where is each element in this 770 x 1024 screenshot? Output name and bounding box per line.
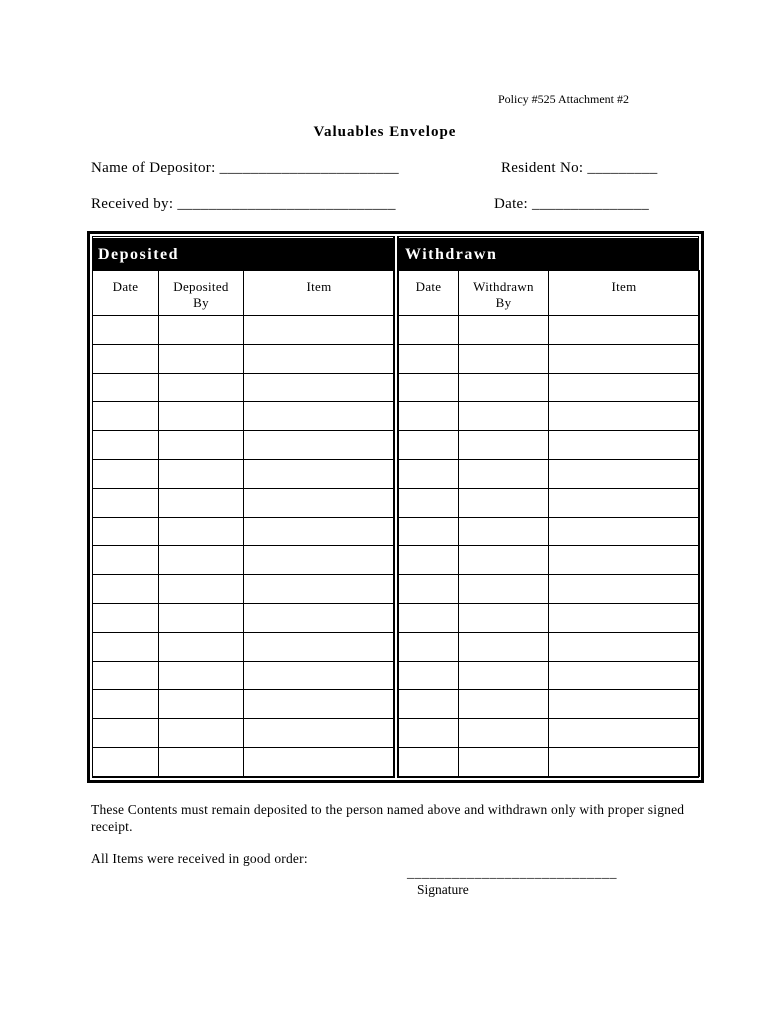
withdrawn-entry-row <box>399 316 700 345</box>
deposited-by-cell[interactable] <box>159 747 244 776</box>
withdrawn-entry-row <box>399 431 700 460</box>
withdrawn-date-cell[interactable] <box>399 719 459 748</box>
deposited-section-title: Deposited <box>98 246 180 263</box>
withdrawn-entry-row <box>399 747 700 776</box>
depositor-name-field[interactable]: Name of Depositor: _______________________ <box>91 160 399 176</box>
deposited-date-cell[interactable] <box>93 546 159 575</box>
withdrawn-date-cell[interactable] <box>399 603 459 632</box>
withdrawn-col-withdrawn-by: Withdrawn By <box>459 271 549 316</box>
deposited-entry-row <box>93 546 395 575</box>
withdrawn-section-title: Withdrawn <box>405 246 498 263</box>
withdrawn-entry-row <box>399 344 700 373</box>
withdrawn-entry-row <box>399 603 700 632</box>
deposited-date-cell[interactable] <box>93 690 159 719</box>
deposited-by-cell[interactable] <box>159 603 244 632</box>
deposited-date-cell[interactable] <box>93 603 159 632</box>
deposited-col-date: Date <box>93 271 159 316</box>
deposited-by-cell[interactable] <box>159 661 244 690</box>
deposited-date-cell[interactable] <box>93 402 159 431</box>
deposited-date-cell[interactable] <box>93 719 159 748</box>
deposited-col-deposited-by: Deposited By <box>159 271 244 316</box>
deposited-date-cell[interactable] <box>93 373 159 402</box>
deposited-table <box>92 270 395 777</box>
withdrawn-item-cell[interactable] <box>549 488 700 517</box>
withdrawn-by-cell[interactable] <box>459 316 549 345</box>
signature-label: Signature <box>417 882 469 897</box>
deposited-by-cell[interactable] <box>159 488 244 517</box>
withdrawn-entry-row <box>399 517 700 546</box>
deposit-terms-note: These Contents must remain deposited to the person named above and withdrawn only with proper signed receipt. <box>91 802 685 834</box>
withdrawn-by-cell[interactable] <box>459 344 549 373</box>
deposited-item-cell[interactable] <box>244 546 395 575</box>
deposited-date-cell[interactable] <box>93 575 159 604</box>
deposited-date-cell[interactable] <box>93 661 159 690</box>
deposited-by-cell[interactable] <box>159 344 244 373</box>
withdrawn-by-cell[interactable] <box>459 575 549 604</box>
withdrawn-item-cell[interactable] <box>549 690 700 719</box>
deposited-entry-row <box>93 603 395 632</box>
withdrawn-item-cell[interactable] <box>549 603 700 632</box>
deposited-entry-row <box>93 316 395 345</box>
withdrawn-date-cell[interactable] <box>399 546 459 575</box>
deposited-item-cell[interactable] <box>244 661 395 690</box>
deposited-item-cell[interactable] <box>244 603 395 632</box>
deposited-by-cell[interactable] <box>159 546 244 575</box>
deposited-entry-row <box>93 575 395 604</box>
deposited-date-cell[interactable] <box>93 632 159 661</box>
withdrawn-date-cell[interactable] <box>399 373 459 402</box>
withdrawn-entry-row <box>399 632 700 661</box>
withdrawn-by-cell[interactable] <box>459 747 549 776</box>
withdrawn-by-cell[interactable] <box>459 459 549 488</box>
deposited-item-cell[interactable] <box>244 517 395 546</box>
withdrawn-date-cell[interactable] <box>399 517 459 546</box>
withdrawn-item-cell[interactable] <box>549 344 700 373</box>
withdrawn-entry-row <box>399 690 700 719</box>
withdrawn-by-cell[interactable] <box>459 546 549 575</box>
withdrawn-date-cell[interactable] <box>399 632 459 661</box>
withdrawn-header-row <box>399 271 700 316</box>
withdrawn-by-cell[interactable] <box>459 517 549 546</box>
deposited-item-cell[interactable] <box>244 488 395 517</box>
withdrawn-item-cell[interactable] <box>549 719 700 748</box>
withdrawn-by-cell[interactable] <box>459 373 549 402</box>
deposited-by-cell[interactable] <box>159 402 244 431</box>
deposited-by-cell[interactable] <box>159 719 244 748</box>
policy-reference: Policy #525 Attachment #2 <box>498 92 629 106</box>
deposited-item-cell[interactable] <box>244 344 395 373</box>
withdrawn-entry-row <box>399 488 700 517</box>
received-by-field[interactable]: Received by: ____________________________ <box>91 196 396 212</box>
withdrawn-entry-row <box>399 661 700 690</box>
deposited-entry-row <box>93 719 395 748</box>
withdrawn-by-cell[interactable] <box>459 719 549 748</box>
withdrawn-item-cell[interactable] <box>549 546 700 575</box>
deposited-entry-row <box>93 373 395 402</box>
deposited-item-cell[interactable] <box>244 747 395 776</box>
deposited-entry-row <box>93 402 395 431</box>
withdrawn-entry-row <box>399 546 700 575</box>
withdrawn-by-cell[interactable] <box>459 690 549 719</box>
withdrawn-date-cell[interactable] <box>399 459 459 488</box>
withdrawn-item-cell[interactable] <box>549 373 700 402</box>
withdrawn-item-cell[interactable] <box>549 517 700 546</box>
withdrawn-col-date: Date <box>399 271 459 316</box>
deposited-entry-row <box>93 690 395 719</box>
deposited-entry-row <box>93 661 395 690</box>
withdrawn-date-cell[interactable] <box>399 690 459 719</box>
withdrawn-date-cell[interactable] <box>399 488 459 517</box>
deposited-entry-row <box>93 632 395 661</box>
deposited-item-cell[interactable] <box>244 632 395 661</box>
deposited-date-cell[interactable] <box>93 517 159 546</box>
deposited-item-cell[interactable] <box>244 575 395 604</box>
deposited-item-cell[interactable] <box>244 690 395 719</box>
withdrawn-by-cell[interactable] <box>459 632 549 661</box>
deposited-date-cell[interactable] <box>93 747 159 776</box>
withdrawn-item-cell[interactable] <box>549 431 700 460</box>
withdrawn-entry-row <box>399 575 700 604</box>
deposited-date-cell[interactable] <box>93 488 159 517</box>
deposited-item-cell[interactable] <box>244 719 395 748</box>
deposited-col-item: Item <box>244 271 395 316</box>
withdrawn-date-cell[interactable] <box>399 402 459 431</box>
deposited-item-cell[interactable] <box>244 459 395 488</box>
deposited-by-cell[interactable] <box>159 459 244 488</box>
withdrawn-col-item: Item <box>549 271 700 316</box>
withdrawn-date-cell[interactable] <box>399 661 459 690</box>
withdrawn-entry-row <box>399 719 700 748</box>
deposited-by-cell[interactable] <box>159 575 244 604</box>
withdrawn-date-cell[interactable] <box>399 316 459 345</box>
signature-line[interactable]: ____________________________ <box>407 866 617 881</box>
deposited-by-cell[interactable] <box>159 632 244 661</box>
deposited-by-cell[interactable] <box>159 431 244 460</box>
page-title: Valuables Envelope <box>313 124 457 140</box>
good-order-statement: All Items were received in good order: <box>91 851 308 866</box>
deposited-date-cell[interactable] <box>93 431 159 460</box>
withdrawn-item-cell[interactable] <box>549 402 700 431</box>
withdrawn-entry-row <box>399 373 700 402</box>
withdrawn-by-cell[interactable] <box>459 431 549 460</box>
withdrawn-item-cell[interactable] <box>549 632 700 661</box>
deposited-entry-row <box>93 517 395 546</box>
withdrawn-table <box>398 270 700 777</box>
deposited-date-cell[interactable] <box>93 459 159 488</box>
withdrawn-item-cell[interactable] <box>549 661 700 690</box>
resident-number-field[interactable]: Resident No: _________ <box>501 160 658 176</box>
withdrawn-entry-row <box>399 459 700 488</box>
deposited-date-cell[interactable] <box>93 344 159 373</box>
withdrawn-date-cell[interactable] <box>399 575 459 604</box>
withdrawn-item-cell[interactable] <box>549 459 700 488</box>
withdrawn-by-cell[interactable] <box>459 603 549 632</box>
withdrawn-by-cell[interactable] <box>459 402 549 431</box>
deposited-item-cell[interactable] <box>244 431 395 460</box>
withdrawn-item-cell[interactable] <box>549 575 700 604</box>
withdrawn-item-cell[interactable] <box>549 316 700 345</box>
deposited-by-cell[interactable] <box>159 690 244 719</box>
deposited-item-cell[interactable] <box>244 373 395 402</box>
deposited-header-row <box>93 271 395 316</box>
withdrawn-item-cell[interactable] <box>549 747 700 776</box>
deposited-entry-row <box>93 431 395 460</box>
withdrawn-entry-row <box>399 402 700 431</box>
withdrawn-by-cell[interactable] <box>459 488 549 517</box>
deposited-entry-row <box>93 459 395 488</box>
withdrawn-by-cell[interactable] <box>459 661 549 690</box>
deposited-by-cell[interactable] <box>159 517 244 546</box>
withdrawn-date-cell[interactable] <box>399 747 459 776</box>
deposited-by-cell[interactable] <box>159 316 244 345</box>
deposited-entry-row <box>93 488 395 517</box>
deposited-by-cell[interactable] <box>159 373 244 402</box>
deposited-item-cell[interactable] <box>244 402 395 431</box>
deposited-item-cell[interactable] <box>244 316 395 345</box>
deposited-entry-row <box>93 344 395 373</box>
deposited-entry-row <box>93 747 395 776</box>
deposited-date-cell[interactable] <box>93 316 159 345</box>
withdrawn-date-cell[interactable] <box>399 344 459 373</box>
date-field[interactable]: Date: _______________ <box>494 196 650 212</box>
withdrawn-date-cell[interactable] <box>399 431 459 460</box>
